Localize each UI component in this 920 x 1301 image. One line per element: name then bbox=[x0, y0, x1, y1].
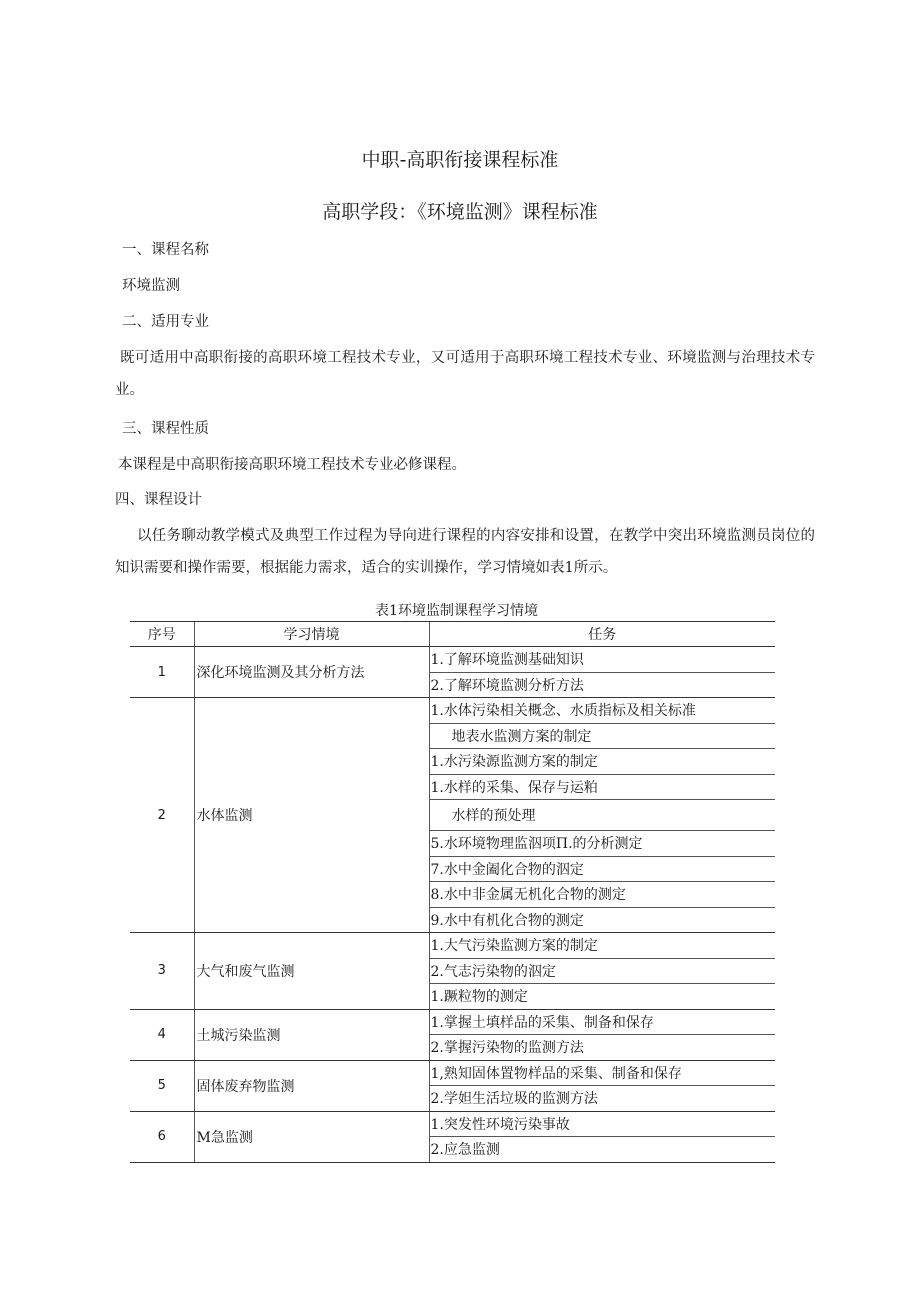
section-heading-major: 二、适用专业 bbox=[122, 314, 209, 330]
task-cell: 5.水环境物理监泅项Π.的分析测定 bbox=[429, 831, 775, 857]
situation-cell: M急监测 bbox=[194, 1111, 429, 1162]
table-header-row bbox=[130, 622, 775, 647]
task-cell: 水样的预处理 bbox=[429, 800, 775, 831]
document-title: 中职-高职衔接课程标准 bbox=[361, 149, 559, 171]
section-heading-design: 四、课程设计 bbox=[115, 492, 202, 508]
seq-cell: 2 bbox=[130, 698, 194, 933]
situation-cell: 土城污染监测 bbox=[194, 1009, 429, 1060]
task-cell: 2.掌握污染物的监测方法 bbox=[429, 1035, 775, 1061]
task-cell: 1.大气污染监测方案的制定 bbox=[429, 933, 775, 959]
task-cell: 1,熟知固体置物样品的采集、制备和保存 bbox=[429, 1060, 775, 1086]
task-cell: 2.了解环境监测分析方法 bbox=[429, 672, 775, 698]
learning-situation-table bbox=[130, 621, 775, 1163]
task-cell: 地表水监测方案的制定 bbox=[429, 723, 775, 749]
situation-cell: 大气和废气监测 bbox=[194, 933, 429, 1010]
table-row bbox=[130, 1009, 775, 1035]
table-row bbox=[130, 698, 775, 724]
seq-cell: 5 bbox=[130, 1060, 194, 1111]
task-cell: 1.了解环境监测基础知识 bbox=[429, 647, 775, 673]
task-cell: 1.水体污染相关概念、水质指标及相关标准 bbox=[429, 698, 775, 724]
table-row bbox=[130, 1060, 775, 1086]
document-subtitle: 高职学段：《环境监测》课程标准 bbox=[322, 201, 598, 223]
header-seq: 序号 bbox=[130, 622, 194, 647]
task-cell: 1.水样的采集、保存与运粕 bbox=[429, 774, 775, 800]
table-row bbox=[130, 933, 775, 959]
header-situation: 学习情境 bbox=[194, 622, 429, 647]
task-cell: 1.水污染源监测方案的制定 bbox=[429, 749, 775, 775]
section-heading-nature: 三、课程性质 bbox=[122, 421, 209, 437]
task-cell: 1.突发性环境污染事故 bbox=[429, 1111, 775, 1137]
table-row bbox=[130, 1111, 775, 1137]
seq-cell: 6 bbox=[130, 1111, 194, 1162]
seq-cell: 3 bbox=[130, 933, 194, 1010]
major-text: 既可适用中高职衔接的高职环境工程技术专业，又可适用于高职环境工程技术专业、环境监测与治理技术专业。 bbox=[115, 350, 815, 398]
seq-cell: 1 bbox=[130, 647, 194, 698]
task-cell: 2.气志污染物的泅定 bbox=[429, 958, 775, 984]
task-cell: 2.应急监测 bbox=[429, 1137, 775, 1163]
task-cell: 9.水中有机化合物的测定 bbox=[429, 907, 775, 933]
table-caption: 表1环境监制课程学习情境 bbox=[375, 603, 538, 619]
course-name: 环境监测 bbox=[122, 278, 180, 294]
nature-text: 本课程是中高职衔接高职环境工程技术专业必修课程。 bbox=[118, 457, 466, 473]
header-task: 任务 bbox=[429, 622, 775, 647]
task-cell: 8.水中非金属无机化合物的测定 bbox=[429, 882, 775, 908]
task-cell: 1.蹶粒物的测定 bbox=[429, 984, 775, 1010]
situation-cell: 深化环境监测及其分析方法 bbox=[194, 647, 429, 698]
task-cell: 1.掌握土填样品的采集、制备和保存 bbox=[429, 1009, 775, 1035]
section-heading-course-name: 一、课程名称 bbox=[122, 242, 209, 258]
situation-cell: 水体监测 bbox=[194, 698, 429, 933]
seq-cell: 4 bbox=[130, 1009, 194, 1060]
task-cell: 2.学妲生活垃圾的监测方法 bbox=[429, 1086, 775, 1112]
task-cell: 7.水中金阖化合物的泅定 bbox=[429, 856, 775, 882]
design-text: 以任务聊动教学模式及典型工作过程为导向进行课程的内容安排和设置，在教学中突出环境监测员岗位的知识需要和操作需要，根据能力需求，适合的实训操作，学习情境如表1所示。 bbox=[115, 528, 815, 576]
situation-cell: 固体废弃物监测 bbox=[194, 1060, 429, 1111]
table-row bbox=[130, 647, 775, 673]
